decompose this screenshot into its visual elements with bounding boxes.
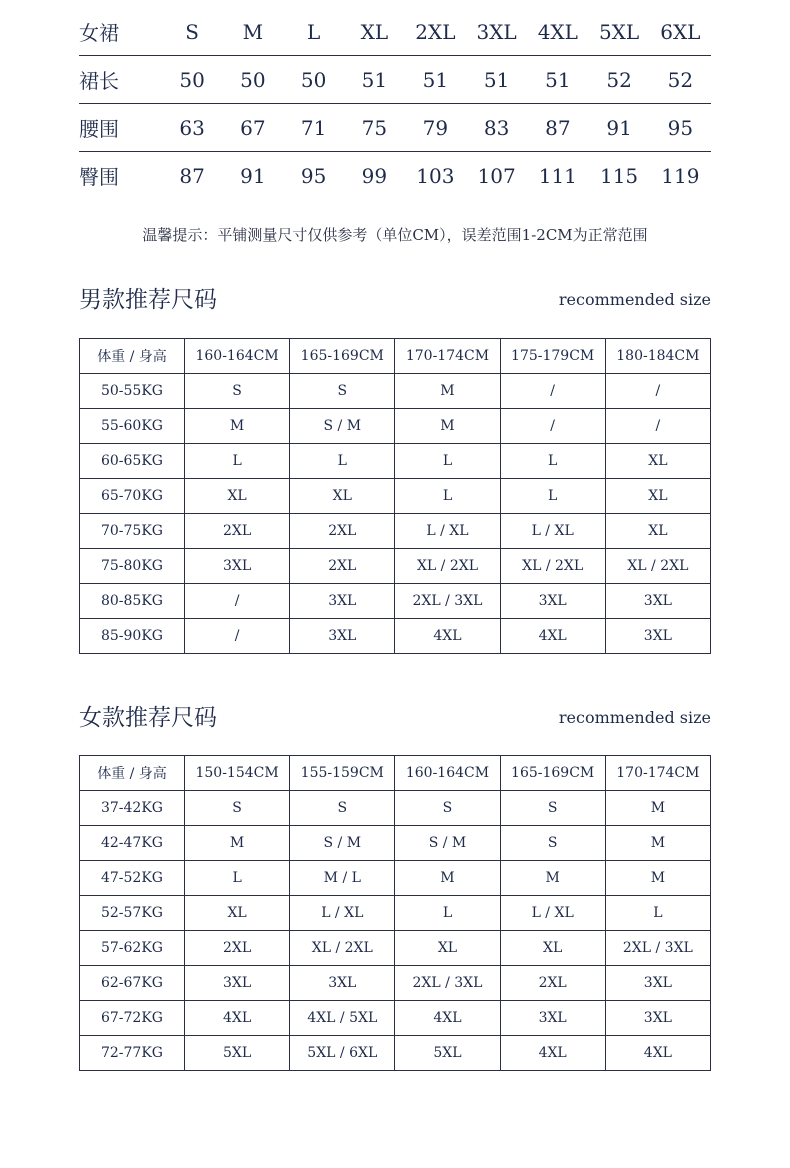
size-cell: / <box>500 374 605 409</box>
weight-label: 37-42KG <box>80 791 185 826</box>
row-label: 臀围 <box>79 152 162 200</box>
weight-label: 67-72KG <box>80 1001 185 1036</box>
table-header-row <box>80 339 711 374</box>
weight-label: 42-47KG <box>80 826 185 861</box>
cell: 51 <box>527 56 588 104</box>
cell: 95 <box>650 104 711 152</box>
size-2xl: 2XL <box>415 19 456 44</box>
size-l: L <box>306 19 321 44</box>
height-header: 170-174CM <box>605 756 710 791</box>
corner-header: 体重 / 身高 <box>80 339 185 374</box>
height-header: 160-164CM <box>395 756 500 791</box>
size-cell: / <box>185 619 290 654</box>
size-cell: L <box>500 444 605 479</box>
height-header: 155-159CM <box>290 756 395 791</box>
size-cell: L <box>395 444 500 479</box>
size-cell: S / M <box>395 826 500 861</box>
size-cell: XL <box>605 514 710 549</box>
size-cell: L / XL <box>500 514 605 549</box>
size-cell: L <box>605 896 710 931</box>
size-cell: S <box>290 791 395 826</box>
men-section-title: 男款推荐尺码 <box>79 287 217 313</box>
table-row <box>80 861 711 896</box>
size-cell: S <box>290 374 395 409</box>
height-header: 150-154CM <box>185 756 290 791</box>
size-cell: 2XL / 3XL <box>395 584 500 619</box>
size-m: M <box>242 19 264 44</box>
size-cell: 3XL <box>605 966 710 1001</box>
weight-label: 47-52KG <box>80 861 185 896</box>
size-cell: XL / 2XL <box>500 549 605 584</box>
size-cell: 3XL <box>605 1001 710 1036</box>
weight-label: 60-65KG <box>80 444 185 479</box>
size-cell: M <box>395 409 500 444</box>
women-section-subtitle: recommended size <box>558 708 711 727</box>
table-row <box>80 931 711 966</box>
weight-label: 72-77KG <box>80 1036 185 1071</box>
table-row <box>80 409 711 444</box>
size-cell: 3XL <box>290 966 395 1001</box>
cell: 99 <box>344 152 405 200</box>
size-cell: 3XL <box>185 966 290 1001</box>
cell: 95 <box>283 152 344 200</box>
skirt-size-table <box>79 8 711 199</box>
cell: 50 <box>283 56 344 104</box>
size-cell: S <box>185 791 290 826</box>
hip-row <box>79 152 711 200</box>
cell: 87 <box>527 104 588 152</box>
size-5xl: 5XL <box>598 19 640 44</box>
table-row <box>80 374 711 409</box>
cell: 87 <box>162 152 223 200</box>
table-row <box>80 444 711 479</box>
cell: 52 <box>588 56 649 104</box>
size-cell: S <box>500 826 605 861</box>
height-header: 165-169CM <box>290 339 395 374</box>
skirt-header-label: 女裙 <box>79 21 119 45</box>
height-header: 180-184CM <box>605 339 710 374</box>
table-row <box>80 479 711 514</box>
size-cell: XL <box>185 479 290 514</box>
size-cell: 3XL <box>290 619 395 654</box>
table-row <box>80 896 711 931</box>
size-cell: XL / 2XL <box>290 931 395 966</box>
cell: 67 <box>222 104 283 152</box>
size-cell: XL <box>290 479 395 514</box>
size-cell: 3XL <box>500 584 605 619</box>
size-cell: XL / 2XL <box>605 549 710 584</box>
weight-label: 52-57KG <box>80 896 185 931</box>
cell: 50 <box>162 56 223 104</box>
size-cell: / <box>605 374 710 409</box>
size-cell: XL / 2XL <box>395 549 500 584</box>
cell: 79 <box>405 104 466 152</box>
men-section-subtitle: recommended size <box>558 290 711 309</box>
weight-label: 85-90KG <box>80 619 185 654</box>
height-header: 170-174CM <box>395 339 500 374</box>
size-cell: S / M <box>290 826 395 861</box>
size-cell: M <box>605 861 710 896</box>
size-3xl: 3XL <box>476 19 517 44</box>
size-cell: / <box>500 409 605 444</box>
size-cell: 4XL <box>395 1001 500 1036</box>
size-cell: / <box>185 584 290 619</box>
cell: 103 <box>405 152 466 200</box>
size-cell: L / XL <box>290 896 395 931</box>
size-4xl: 4XL <box>537 19 578 44</box>
size-cell: / <box>605 409 710 444</box>
size-cell: L <box>395 896 500 931</box>
size-cell: 3XL <box>185 549 290 584</box>
cell: 50 <box>222 56 283 104</box>
size-cell: M <box>500 861 605 896</box>
size-xl: XL <box>360 19 389 44</box>
size-cell: S / M <box>290 409 395 444</box>
weight-label: 57-62KG <box>80 931 185 966</box>
size-cell: XL <box>605 444 710 479</box>
size-cell: XL <box>605 479 710 514</box>
size-cell: 2XL <box>185 514 290 549</box>
size-cell: M <box>395 374 500 409</box>
size-cell: 3XL <box>605 584 710 619</box>
size-cell: 4XL / 5XL <box>290 1001 395 1036</box>
size-cell: 5XL / 6XL <box>290 1036 395 1071</box>
weight-label: 50-55KG <box>80 374 185 409</box>
weight-label: 55-60KG <box>80 409 185 444</box>
waist-row <box>79 104 711 152</box>
table-header-row <box>80 756 711 791</box>
table-row <box>80 826 711 861</box>
size-cell: 4XL <box>500 1036 605 1071</box>
size-cell: 3XL <box>500 1001 605 1036</box>
size-cell: 4XL <box>185 1001 290 1036</box>
table-row <box>80 549 711 584</box>
measurement-notice: 温馨提示：平铺测量尺寸仅供参考（单位CM），误差范围1-2CM为正常范围 <box>142 226 648 244</box>
men-size-table <box>79 338 711 654</box>
cell: 71 <box>283 104 344 152</box>
size-cell: 2XL <box>185 931 290 966</box>
row-label: 腰围 <box>79 104 162 152</box>
cell: 51 <box>466 56 527 104</box>
table-row <box>80 966 711 1001</box>
cell: 75 <box>344 104 405 152</box>
table-row <box>80 791 711 826</box>
size-cell: L / XL <box>395 514 500 549</box>
height-header: 175-179CM <box>500 339 605 374</box>
cell: 115 <box>588 152 649 200</box>
cell: 52 <box>650 56 711 104</box>
size-cell: L / XL <box>500 896 605 931</box>
table-row <box>80 1001 711 1036</box>
row-label: 裙长 <box>79 56 162 104</box>
women-section-title: 女款推荐尺码 <box>79 705 217 731</box>
table-row <box>80 1036 711 1071</box>
size-cell: 2XL <box>500 966 605 1001</box>
size-cell: 4XL <box>500 619 605 654</box>
weight-label: 80-85KG <box>80 584 185 619</box>
size-cell: XL <box>500 931 605 966</box>
table-row <box>80 514 711 549</box>
cell: 51 <box>344 56 405 104</box>
table-row <box>80 584 711 619</box>
size-cell: 3XL <box>290 584 395 619</box>
size-cell: M <box>605 826 710 861</box>
size-cell: 4XL <box>605 1036 710 1071</box>
weight-label: 65-70KG <box>80 479 185 514</box>
cell: 91 <box>588 104 649 152</box>
size-cell: 5XL <box>395 1036 500 1071</box>
table-row <box>80 619 711 654</box>
size-cell: L <box>185 861 290 896</box>
size-cell: M <box>395 861 500 896</box>
size-cell: L <box>500 479 605 514</box>
size-cell: S <box>395 791 500 826</box>
cell: 51 <box>405 56 466 104</box>
size-cell: 4XL <box>395 619 500 654</box>
size-cell: M <box>185 409 290 444</box>
size-s: S <box>185 19 199 44</box>
size-cell: 2XL / 3XL <box>395 966 500 1001</box>
size-cell: M <box>185 826 290 861</box>
size-cell: 2XL / 3XL <box>605 931 710 966</box>
size-cell: L <box>395 479 500 514</box>
size-cell: 5XL <box>185 1036 290 1071</box>
size-cell: 3XL <box>605 619 710 654</box>
size-cell: L <box>185 444 290 479</box>
size-cell: XL <box>185 896 290 931</box>
cell: 107 <box>466 152 527 200</box>
cell: 63 <box>162 104 223 152</box>
size-cell: 2XL <box>290 514 395 549</box>
height-header: 165-169CM <box>500 756 605 791</box>
women-size-table <box>79 755 711 1071</box>
cell: 83 <box>466 104 527 152</box>
cell: 119 <box>650 152 711 200</box>
size-cell: L <box>290 444 395 479</box>
skirt-length-row <box>79 56 711 104</box>
size-cell: S <box>185 374 290 409</box>
size-cell: S <box>500 791 605 826</box>
size-cell: M / L <box>290 861 395 896</box>
cell: 91 <box>222 152 283 200</box>
weight-label: 75-80KG <box>80 549 185 584</box>
corner-header: 体重 / 身高 <box>80 756 185 791</box>
height-header: 160-164CM <box>185 339 290 374</box>
weight-label: 70-75KG <box>80 514 185 549</box>
size-cell: M <box>605 791 710 826</box>
size-6xl: 6XL <box>660 19 701 44</box>
weight-label: 62-67KG <box>80 966 185 1001</box>
cell: 111 <box>527 152 588 200</box>
skirt-header-row <box>79 8 711 56</box>
size-cell: XL <box>395 931 500 966</box>
size-cell: 2XL <box>290 549 395 584</box>
